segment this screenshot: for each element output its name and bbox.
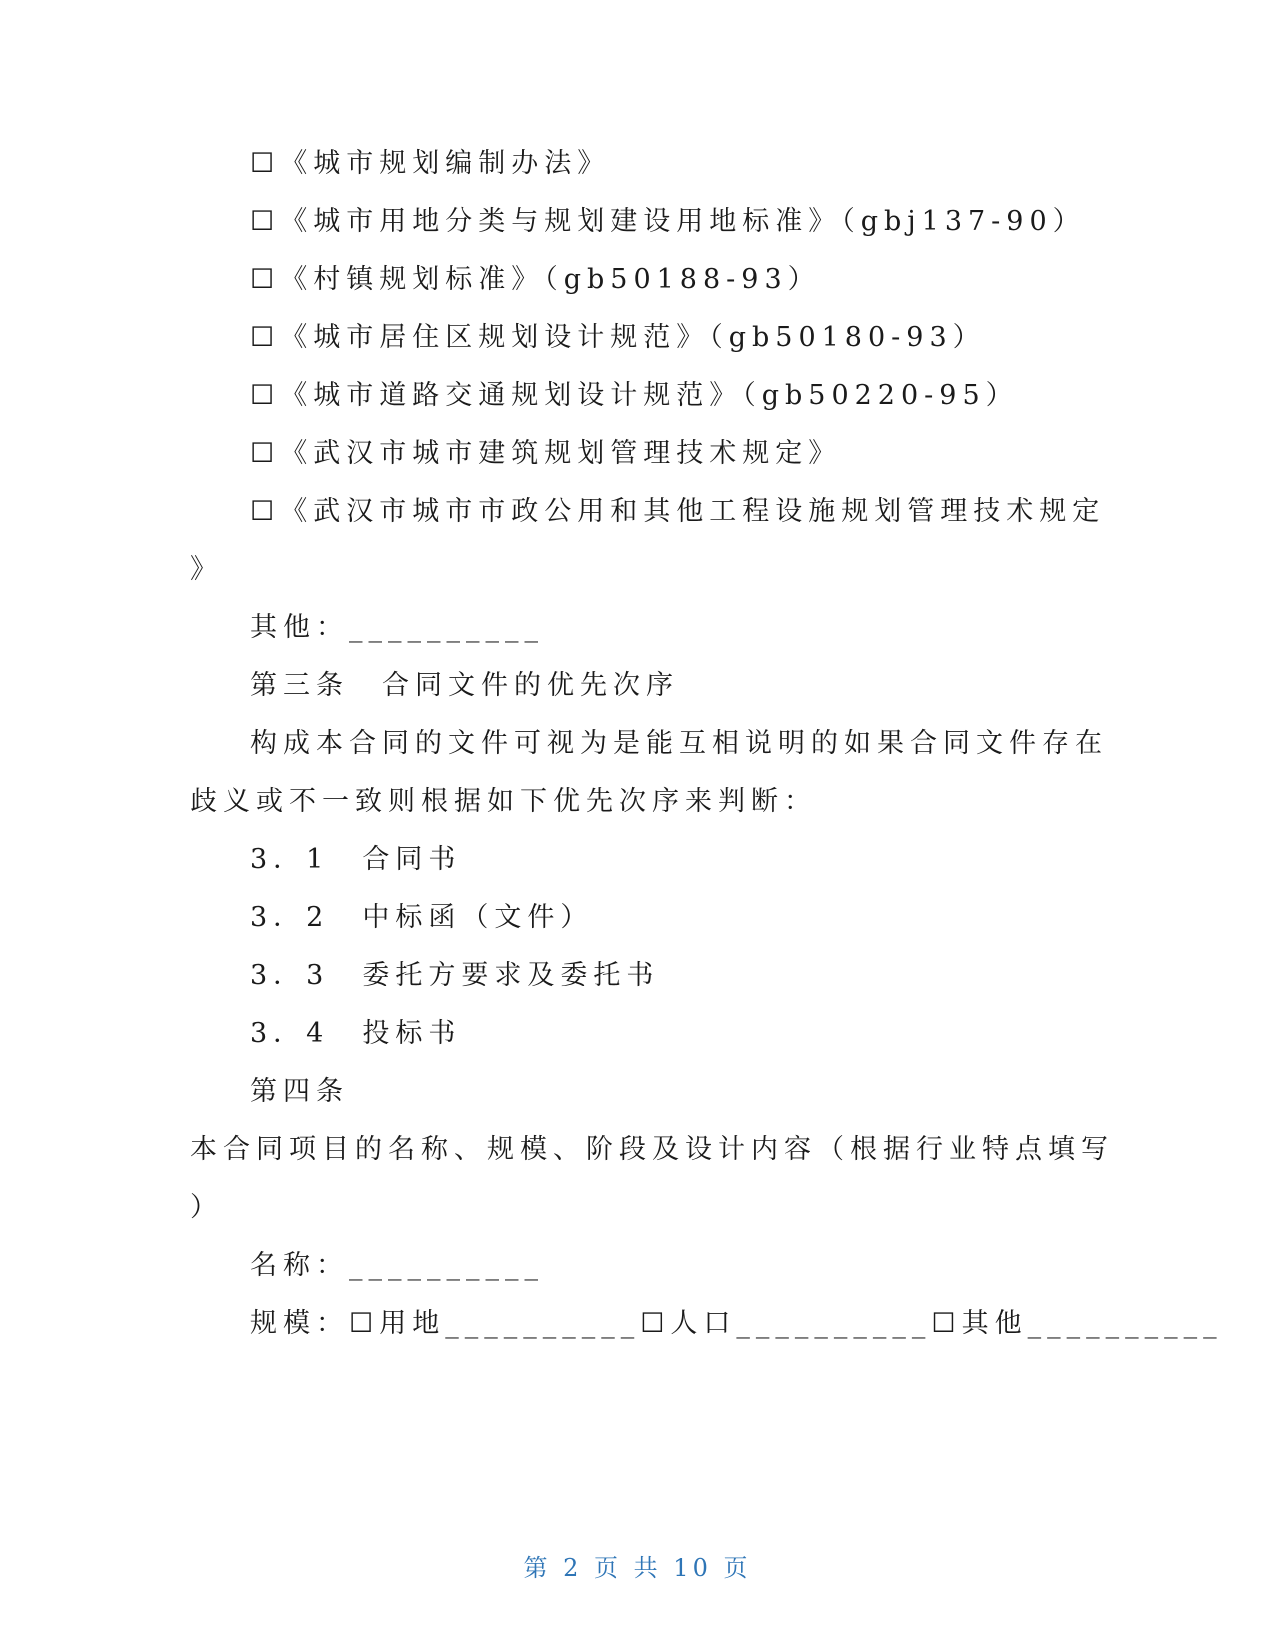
page-number-footer: 第 2 页 共 10 页 [523, 1554, 752, 1582]
standard-item-road-traffic: ☐《城市道路交通规划设计规范》（gb50220-95） [250, 380, 1019, 411]
standard-item-wuhan-municipal: ☐《武汉市城市市政公用和其他工程设施规划管理技术规定 [250, 496, 1106, 527]
standard-item-land-use-classification: ☐《城市用地分类与规划建设用地标准》（gbj137-90） [250, 206, 1086, 237]
article-3-heading: 第三条 合同文件的优先次序 [250, 670, 679, 701]
standard-item-wuhan-building: ☐《武汉市城市建筑规划管理技术规定》 [250, 438, 842, 469]
priority-item-3-2: 3．2 中标函（文件） [250, 902, 594, 933]
priority-item-3-3: 3．3 委托方要求及委托书 [250, 960, 660, 991]
standard-item-town-planning: ☐《村镇规划标准》（gb50188-93） [250, 264, 821, 295]
article-3-paragraph: 构成本合同的文件可视为是能互相说明的如果合同文件存在 [250, 728, 1108, 759]
priority-item-3-4: 3．4 投标书 [250, 1018, 462, 1049]
standard-item-residential-district: ☐《城市居住区规划设计规范》（gb50180-93） [250, 322, 986, 353]
article-4-heading: 第四条 [250, 1076, 349, 1107]
standard-item-city-planning-method: ☐《城市规划编制办法》 [250, 148, 611, 179]
article-4-paragraph: 本合同项目的名称、规模、阶段及设计内容（根据行业特点填写 [190, 1134, 1114, 1165]
standard-item-wuhan-municipal-continued: 》 [190, 554, 223, 585]
priority-item-3-1: 3．1 合同书 [250, 844, 462, 875]
article-4-paragraph-continued: ） [190, 1192, 223, 1223]
scale-field: 规模：☐用地__________☐人口__________☐其他__________ [250, 1308, 1223, 1339]
name-field: 名称：__________ [250, 1250, 544, 1281]
article-3-paragraph-continued: 歧义或不一致则根据如下优先次序来判断： [190, 786, 817, 817]
other-field: 其他：__________ [250, 612, 544, 643]
